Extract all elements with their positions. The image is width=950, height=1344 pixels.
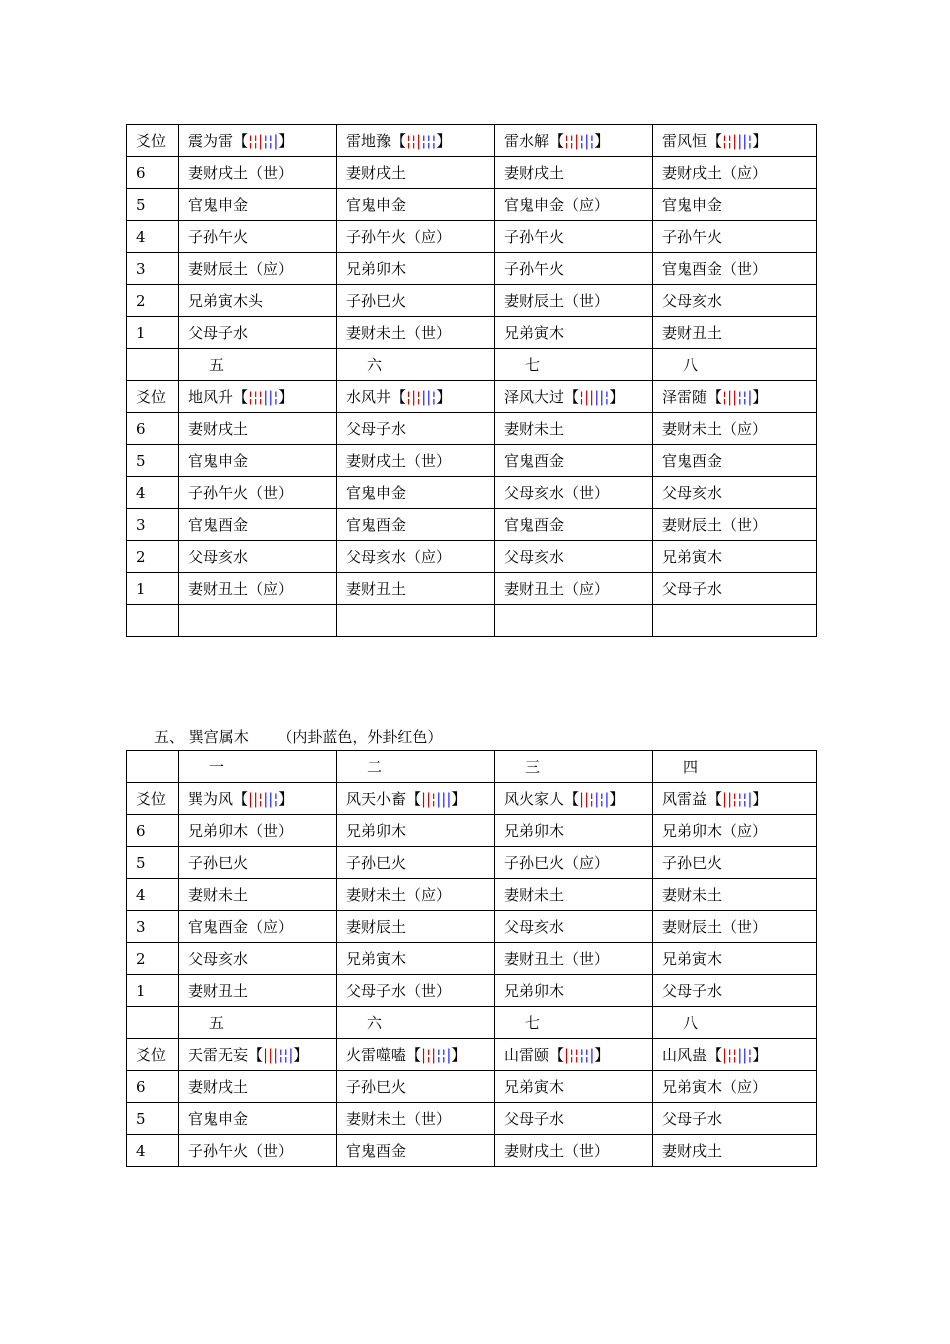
position-cell: 6 xyxy=(127,1071,179,1103)
hexagram-line: | xyxy=(727,790,733,808)
hexagram-line: | xyxy=(747,388,753,406)
hexagram-line: | xyxy=(431,1046,437,1064)
position-cell: 1 xyxy=(127,975,179,1007)
table-row xyxy=(127,189,817,221)
table-cell: 风雷益【||¦¦¦|】 xyxy=(653,783,817,815)
table-cell: 子孙午火（世） xyxy=(179,477,337,509)
section-title: 五、 巽宫属木 （内卦蓝色，外卦红色） xyxy=(154,728,443,746)
table-cell: 妻财丑土（应） xyxy=(495,573,653,605)
table-cell: 子孙巳火 xyxy=(337,285,495,317)
table-cell: 子孙巳火 xyxy=(653,847,817,879)
table-row xyxy=(127,477,817,509)
table-cell: 妻财丑土 xyxy=(653,317,817,349)
table-cell: 妻财未土（应） xyxy=(337,879,495,911)
table-row xyxy=(127,1007,817,1039)
table-cell: 官鬼酉金 xyxy=(495,445,653,477)
table-cell: 子孙午火 xyxy=(495,253,653,285)
table-cell: 官鬼申金 xyxy=(179,445,337,477)
table-cell: 山雷颐【|¦¦¦¦|】 xyxy=(495,1039,653,1071)
hexagram-line: ¦ xyxy=(727,1046,733,1064)
table-row xyxy=(127,847,817,879)
hexagram-line: ¦ xyxy=(732,1046,738,1064)
table-cell: 父母亥水 xyxy=(495,541,653,573)
position-cell xyxy=(127,1007,179,1039)
hexagram-line: ¦ xyxy=(406,132,412,150)
table-cell: 妻财戌土 xyxy=(653,1135,817,1167)
hexagram-line: ¦ xyxy=(579,388,585,406)
table-cell: 父母子水 xyxy=(495,1103,653,1135)
table-cell: 妻财戌土 xyxy=(179,413,337,445)
table-cell: 官鬼酉金（应） xyxy=(179,911,337,943)
hexagram-line: | xyxy=(589,388,595,406)
table-cell: 父母子水 xyxy=(653,1103,817,1135)
table-row xyxy=(127,879,817,911)
position-cell: 5 xyxy=(127,189,179,221)
hexagram-line: | xyxy=(446,790,452,808)
hexagram-line: | xyxy=(288,1046,294,1064)
position-cell: 3 xyxy=(127,253,179,285)
table-cell: 妻财丑土（世） xyxy=(495,943,653,975)
table-cell: 四 xyxy=(653,751,817,783)
table-cell: 兄弟卯木 xyxy=(337,815,495,847)
table-cell: 父母亥水 xyxy=(653,285,817,317)
hexagram-line: ¦ xyxy=(273,388,279,406)
table-row xyxy=(127,751,817,783)
table-cell: 官鬼申金 xyxy=(179,1103,337,1135)
hexagram-line: | xyxy=(737,132,743,150)
hexagram-line: | xyxy=(258,132,264,150)
table-row xyxy=(127,1135,817,1167)
hexagram-line: ¦ xyxy=(416,388,422,406)
table-cell: 父母亥水 xyxy=(495,911,653,943)
table-cell: 兄弟寅木 xyxy=(495,1071,653,1103)
hexagram-line: | xyxy=(441,790,447,808)
table-cell: 妻财辰土（应） xyxy=(179,253,337,285)
table-cell: 七 xyxy=(495,1007,653,1039)
table-cell: 兄弟卯木 xyxy=(495,815,653,847)
hexagram-line: | xyxy=(273,1046,279,1064)
table-cell: 父母亥水（世） xyxy=(495,477,653,509)
position-cell: 爻位 xyxy=(127,783,179,815)
hexagram-line: | xyxy=(416,132,422,150)
hexagram-line: ¦ xyxy=(579,1046,585,1064)
hexagram-line: | xyxy=(742,1046,748,1064)
table-cell: 妻财未土 xyxy=(179,879,337,911)
hexagram-line: | xyxy=(421,1046,427,1064)
table-cell: 妻财戌土 xyxy=(179,1071,337,1103)
table-cell: 雷风恒【¦¦|||¦】 xyxy=(653,125,817,157)
table-cell: 八 xyxy=(653,349,817,381)
table-cell: 妻财辰土（世） xyxy=(495,285,653,317)
table-row xyxy=(127,349,817,381)
hexagram-line: ¦ xyxy=(258,790,264,808)
hexagram-line: ¦ xyxy=(441,1046,447,1064)
hexagram-line: | xyxy=(263,1046,269,1064)
table-cell: 妻财辰土（世） xyxy=(653,911,817,943)
table-cell: 妻财丑土 xyxy=(337,573,495,605)
position-cell: 3 xyxy=(127,509,179,541)
hexagram-line: | xyxy=(421,790,427,808)
table-cell xyxy=(179,605,337,637)
hexagram-line: | xyxy=(248,790,254,808)
table-cell: 子孙午火 xyxy=(179,221,337,253)
hexagram-line: | xyxy=(584,132,590,150)
position-cell: 5 xyxy=(127,445,179,477)
hexagram-line: ¦ xyxy=(604,388,610,406)
hexagram-line: ¦ xyxy=(426,1046,432,1064)
hexagram-line: ¦ xyxy=(747,132,753,150)
table-cell: 父母亥水 xyxy=(653,477,817,509)
hexagram-line: ¦ xyxy=(253,132,259,150)
hexagram-line: ¦ xyxy=(584,1046,590,1064)
table-cell: 妻财戌土（应） xyxy=(653,157,817,189)
table-cell: 妻财辰土（世） xyxy=(653,509,817,541)
position-cell: 6 xyxy=(127,157,179,189)
position-cell: 5 xyxy=(127,1103,179,1135)
table-cell: 妻财戌土（世） xyxy=(179,157,337,189)
hexagram-line: | xyxy=(722,790,728,808)
hexagram-line: | xyxy=(268,388,274,406)
table-cell: 父母子水 xyxy=(337,413,495,445)
hexagram-line: ¦ xyxy=(283,1046,289,1064)
hexagram-line: | xyxy=(574,132,580,150)
position-cell: 4 xyxy=(127,879,179,911)
table-cell: 泽雷随【¦||¦¦|】 xyxy=(653,381,817,413)
table-cell: 子孙午火（应） xyxy=(337,221,495,253)
table-cell: 兄弟寅木 xyxy=(653,943,817,975)
table-cell: 子孙巳火 xyxy=(337,847,495,879)
table-cell: 官鬼酉金 xyxy=(337,509,495,541)
table-cell xyxy=(653,605,817,637)
table-row xyxy=(127,943,817,975)
table-cell: 一 xyxy=(179,751,337,783)
hexagram-line: ¦ xyxy=(574,1046,580,1064)
table-row xyxy=(127,413,817,445)
hexagram-line: | xyxy=(747,790,753,808)
hexagram-line: ¦ xyxy=(727,132,733,150)
table-cell: 兄弟寅木 xyxy=(337,943,495,975)
table-cell: 官鬼申金（应） xyxy=(495,189,653,221)
hexagram-line: ¦ xyxy=(737,790,743,808)
position-cell: 爻位 xyxy=(127,381,179,413)
table-row xyxy=(127,1071,817,1103)
hexagram-line: | xyxy=(253,790,259,808)
table-row xyxy=(127,509,817,541)
hexagram-line: ¦ xyxy=(431,132,437,150)
table-row xyxy=(127,815,817,847)
table-cell: 兄弟寅木 xyxy=(653,541,817,573)
table-cell: 风天小畜【||¦|||】 xyxy=(337,783,495,815)
hexagram-line: | xyxy=(742,132,748,150)
table-cell: 妻财戌土 xyxy=(495,157,653,189)
table-cell: 官鬼申金 xyxy=(337,189,495,221)
hexagram-line: | xyxy=(584,388,590,406)
hexagram-line: | xyxy=(421,388,427,406)
table-cell: 父母亥水 xyxy=(179,943,337,975)
table-row xyxy=(127,221,817,253)
table-cell xyxy=(495,605,653,637)
hexagram-line: ¦ xyxy=(273,790,279,808)
table-cell: 子孙午火（世） xyxy=(179,1135,337,1167)
table-cell: 子孙巳火 xyxy=(337,1071,495,1103)
table-cell xyxy=(337,605,495,637)
hexagram-table-zhen xyxy=(126,124,817,637)
hexagram-line: ¦ xyxy=(742,388,748,406)
table-cell: 五 xyxy=(179,1007,337,1039)
hexagram-line: ¦ xyxy=(426,132,432,150)
position-cell: 2 xyxy=(127,541,179,573)
table-cell: 泽风大过【¦||||¦】 xyxy=(495,381,653,413)
table-cell: 雷地豫【¦¦|¦¦¦】 xyxy=(337,125,495,157)
table-cell: 火雷噬嗑【|¦|¦¦|】 xyxy=(337,1039,495,1071)
table-row xyxy=(127,285,817,317)
hexagram-line: | xyxy=(436,790,442,808)
position-cell xyxy=(127,349,179,381)
table-cell: 兄弟寅木 xyxy=(495,317,653,349)
hexagram-line: | xyxy=(604,790,610,808)
hexagram-line: | xyxy=(594,790,600,808)
position-cell: 2 xyxy=(127,943,179,975)
table-cell: 官鬼申金 xyxy=(179,189,337,221)
table-cell: 父母子水 xyxy=(653,573,817,605)
hexagram-line: | xyxy=(732,388,738,406)
hexagram-line: ¦ xyxy=(421,132,427,150)
hexagram-line: | xyxy=(446,1046,452,1064)
hexagram-line: ¦ xyxy=(411,132,417,150)
hexagram-line: ¦ xyxy=(747,1046,753,1064)
position-cell: 4 xyxy=(127,221,179,253)
hexagram-line: ¦ xyxy=(263,132,269,150)
table-cell: 官鬼酉金（世） xyxy=(653,253,817,285)
table-row xyxy=(127,1103,817,1135)
position-cell: 5 xyxy=(127,847,179,879)
table-cell: 妻财戌土（世） xyxy=(337,445,495,477)
hexagram-line: ¦ xyxy=(569,1046,575,1064)
hexagram-line: | xyxy=(263,388,269,406)
hexagram-line: | xyxy=(273,132,279,150)
position-cell: 2 xyxy=(127,285,179,317)
hexagram-line: ¦ xyxy=(431,388,437,406)
hexagram-line: ¦ xyxy=(248,388,254,406)
table-cell: 妻财未土（应） xyxy=(653,413,817,445)
table-cell: 妻财未土 xyxy=(653,879,817,911)
table-cell: 妻财戌土（世） xyxy=(495,1135,653,1167)
table-cell: 水风井【¦|¦||¦】 xyxy=(337,381,495,413)
hexagram-line: ¦ xyxy=(589,132,595,150)
table-cell: 妻财丑土 xyxy=(179,975,337,1007)
hexagram-line: | xyxy=(594,388,600,406)
hexagram-line: ¦ xyxy=(248,132,254,150)
table-cell: 官鬼酉金 xyxy=(179,509,337,541)
hexagram-line: ¦ xyxy=(431,790,437,808)
hexagram-line: | xyxy=(268,790,274,808)
table-cell: 山风蛊【|¦¦||¦】 xyxy=(653,1039,817,1071)
hexagram-line: ¦ xyxy=(436,1046,442,1064)
table-cell: 妻财辰土 xyxy=(337,911,495,943)
hexagram-line: | xyxy=(589,1046,595,1064)
hexagram-line: | xyxy=(564,1046,570,1064)
table-cell: 二 xyxy=(337,751,495,783)
table-row xyxy=(127,157,817,189)
hexagram-line: | xyxy=(263,790,269,808)
table-cell: 父母子水 xyxy=(653,975,817,1007)
hexagram-line: ¦ xyxy=(569,132,575,150)
hexagram-line: ¦ xyxy=(564,132,570,150)
hexagram-line: ¦ xyxy=(599,790,605,808)
table-cell: 妻财未土 xyxy=(495,879,653,911)
table-cell: 官鬼申金 xyxy=(653,189,817,221)
table-cell: 妻财未土（世） xyxy=(337,1103,495,1135)
table-row xyxy=(127,605,817,637)
table-cell: 妻财未土（世） xyxy=(337,317,495,349)
table-cell: 父母子水（世） xyxy=(337,975,495,1007)
table-row xyxy=(127,541,817,573)
hexagram-line: ¦ xyxy=(253,388,259,406)
hexagram-line: ¦ xyxy=(278,1046,284,1064)
table-cell: 父母亥水 xyxy=(179,541,337,573)
table-body xyxy=(127,751,817,1167)
table-cell: 子孙午火 xyxy=(495,221,653,253)
hexagram-line: ¦ xyxy=(732,790,738,808)
hexagram-line: ¦ xyxy=(258,388,264,406)
table-cell: 风火家人【||¦|¦|】 xyxy=(495,783,653,815)
position-cell: 1 xyxy=(127,573,179,605)
position-cell: 4 xyxy=(127,1135,179,1167)
table-cell: 子孙巳火（应） xyxy=(495,847,653,879)
hexagram-line: | xyxy=(737,1046,743,1064)
table-cell: 兄弟卯木 xyxy=(337,253,495,285)
position-cell: 爻位 xyxy=(127,1039,179,1071)
table-row xyxy=(127,573,817,605)
table-row xyxy=(127,975,817,1007)
table-cell: 子孙午火 xyxy=(653,221,817,253)
hexagram-line: | xyxy=(426,790,432,808)
table-cell: 妻财未土 xyxy=(495,413,653,445)
table-cell: 雷水解【¦¦|¦|¦】 xyxy=(495,125,653,157)
hexagram-line: | xyxy=(268,1046,274,1064)
table-cell: 天雷无妄【|||¦¦|】 xyxy=(179,1039,337,1071)
table-cell: 震为雷【¦¦|¦¦|】 xyxy=(179,125,337,157)
table-cell: 地风升【¦¦¦||¦】 xyxy=(179,381,337,413)
table-cell: 六 xyxy=(337,1007,495,1039)
position-cell: 3 xyxy=(127,911,179,943)
table-cell: 父母子水 xyxy=(179,317,337,349)
table-body xyxy=(127,125,817,637)
table-cell: 巽为风【||¦||¦】 xyxy=(179,783,337,815)
table-cell: 官鬼酉金 xyxy=(337,1135,495,1167)
hexagram-line: ¦ xyxy=(737,388,743,406)
hexagram-line: | xyxy=(584,790,590,808)
hexagram-line: | xyxy=(579,790,585,808)
hexagram-line: | xyxy=(599,388,605,406)
table-cell: 官鬼酉金 xyxy=(495,509,653,541)
table-cell: 兄弟寅木头 xyxy=(179,285,337,317)
table-row xyxy=(127,253,817,285)
hexagram-line: | xyxy=(722,1046,728,1064)
table-row xyxy=(127,381,817,413)
hexagram-table-xun xyxy=(126,750,817,1167)
table-cell: 官鬼酉金 xyxy=(653,445,817,477)
position-cell: 6 xyxy=(127,815,179,847)
table-cell: 父母亥水（应） xyxy=(337,541,495,573)
table-cell: 七 xyxy=(495,349,653,381)
position-cell xyxy=(127,605,179,637)
table-cell: 三 xyxy=(495,751,653,783)
table-cell: 兄弟卯木（应） xyxy=(653,815,817,847)
table-cell: 兄弟卯木（世） xyxy=(179,815,337,847)
hexagram-line: ¦ xyxy=(579,132,585,150)
table-cell: 官鬼申金 xyxy=(337,477,495,509)
table-row xyxy=(127,317,817,349)
hexagram-line: ¦ xyxy=(589,790,595,808)
table-cell: 子孙巳火 xyxy=(179,847,337,879)
table-row xyxy=(127,783,817,815)
hexagram-line: ¦ xyxy=(722,132,728,150)
hexagram-line: | xyxy=(426,388,432,406)
hexagram-line: ¦ xyxy=(722,388,728,406)
table-cell: 兄弟卯木 xyxy=(495,975,653,1007)
table-row xyxy=(127,445,817,477)
hexagram-line: | xyxy=(411,388,417,406)
table-row xyxy=(127,911,817,943)
table-cell: 妻财戌土 xyxy=(337,157,495,189)
table-row xyxy=(127,1039,817,1071)
table-cell: 妻财丑土（应） xyxy=(179,573,337,605)
table-row xyxy=(127,125,817,157)
table-cell: 兄弟寅木（应） xyxy=(653,1071,817,1103)
hexagram-line: ¦ xyxy=(268,132,274,150)
position-cell: 1 xyxy=(127,317,179,349)
hexagram-line: ¦ xyxy=(742,790,748,808)
hexagram-line: | xyxy=(732,132,738,150)
table-cell: 五 xyxy=(179,349,337,381)
position-cell: 4 xyxy=(127,477,179,509)
table-cell: 八 xyxy=(653,1007,817,1039)
hexagram-line: ¦ xyxy=(406,388,412,406)
table-cell: 六 xyxy=(337,349,495,381)
position-cell xyxy=(127,751,179,783)
hexagram-line: | xyxy=(727,388,733,406)
position-cell: 爻位 xyxy=(127,125,179,157)
position-cell: 6 xyxy=(127,413,179,445)
